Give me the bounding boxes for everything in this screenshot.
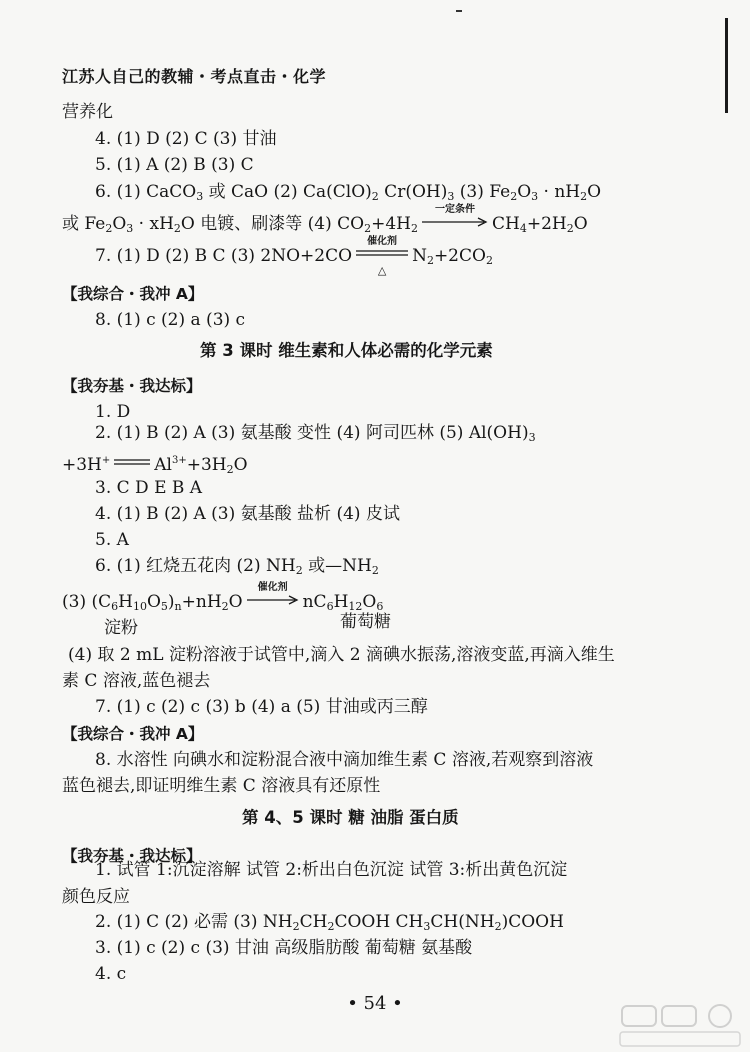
- section-heading: 【我综合・我冲 A】: [62, 725, 204, 743]
- answer-line: 5. (1) A (2) B (3) C: [95, 155, 254, 175]
- section-heading: 【我夯基・我达标】: [62, 847, 202, 865]
- answer-line: (3) $(C_6H_{10}O_5)_n+nH_2O$ 催化剂 $nC_6H_{12}O_6$: [62, 582, 384, 613]
- section-heading: 【我综合・我冲 A】: [62, 285, 204, 303]
- answer-line: 蓝色褪去,即证明维生素 C 溶液具有还原性: [62, 776, 381, 796]
- lesson-title: 第 4、5 课时 糖 油脂 蛋白质: [242, 808, 459, 827]
- answer-line: 4. (1) D (2) C (3) 甘油: [95, 129, 277, 149]
- running-header: 江苏人自己的教辅・考点直击・化学: [62, 67, 327, 86]
- answer-line: 素 C 溶液,蓝色褪去: [62, 671, 211, 691]
- text-line: 营养化: [62, 102, 113, 122]
- reaction-equals: [112, 453, 152, 477]
- answer-line: 8. (1) c (2) a (3) c: [95, 310, 246, 330]
- product-label: 葡萄糖: [340, 612, 391, 632]
- answer-line: 颜色反应: [62, 887, 130, 907]
- binding-edge-bar: [725, 18, 728, 113]
- answer-line: +3H+ $Al^{3+}+3H_2O$: [62, 455, 248, 476]
- answer-line: 或 $Fe_2O_3 \cdot xH_2O$ 电镀、刷漆等 (4) $CO_2+4H_2$ 一定条件 $CH_4+2H_2O$: [62, 204, 588, 235]
- section-heading: 【我夯基・我达标】: [62, 377, 202, 395]
- answer-line: 1. 试管 1:沉淀溶解 试管 2:析出白色沉淀 试管 3:析出黄色沉淀: [95, 860, 568, 880]
- scan-mark: [456, 10, 462, 12]
- answer-line: 4. (1) B (2) A (3) 氨基酸 盐析 (4) 皮试: [95, 504, 400, 524]
- reactant-label: 淀粉: [104, 618, 138, 638]
- answer-line: 2. (1) B (2) A (3) 氨基酸 变性 (4) 阿司匹林 (5) $Al(OH)_3$: [95, 423, 536, 444]
- answer-line: 3. (1) c (2) c (3) 甘油 高级脂肪酸 葡萄糖 氨基酸: [95, 938, 473, 958]
- reaction-arrow: 催化剂: [245, 590, 301, 614]
- watermark-logo: [616, 1002, 746, 1050]
- answer-line: (4) 取 2 mL 淀粉溶液于试管中,滴入 2 滴碘水振荡,溶液变蓝,再滴入维生: [68, 645, 615, 665]
- lesson-title: 第 3 课时 维生素和人体必需的化学元素: [200, 341, 493, 360]
- answer-line: 1. D: [95, 402, 131, 422]
- answer-line: 5. A: [95, 530, 129, 550]
- answer-line: 8. 水溶性 向碘水和淀粉混合液中滴加维生素 C 溶液,若观察到溶液: [95, 750, 594, 770]
- answer-line: 6. (1) 红烧五花肉 (2) $NH_2$ 或$—NH_2$: [95, 556, 379, 577]
- reaction-equals: 催化剂 △: [367, 236, 398, 277]
- page-number: • 54 •: [347, 993, 403, 1014]
- answer-line: 2. (1) C (2) 必需 (3) $NH_2CH_2COOH$ $CH_3CH(NH_2)COOH$: [95, 912, 564, 933]
- answer-line: 4. c: [95, 964, 127, 984]
- answer-line: 7. (1) c (2) c (3) b (4) a (5) 甘油或丙三醇: [95, 697, 428, 717]
- answer-line: 3. C D E B A: [95, 478, 203, 498]
- answer-line: 7. (1) D (2) B C (3) 2NO+2CO 催化剂 △ $N_2+2CO_2$: [95, 236, 493, 277]
- answer-line: 6. (1) CaCO$_3$ 或 CaO (2) $Ca(ClO)_2$ $Cr(OH)_3$ (3) $Fe_2O_3 \cdot nH_2O$: [95, 182, 602, 203]
- reaction-arrow: 一定条件: [420, 212, 490, 236]
